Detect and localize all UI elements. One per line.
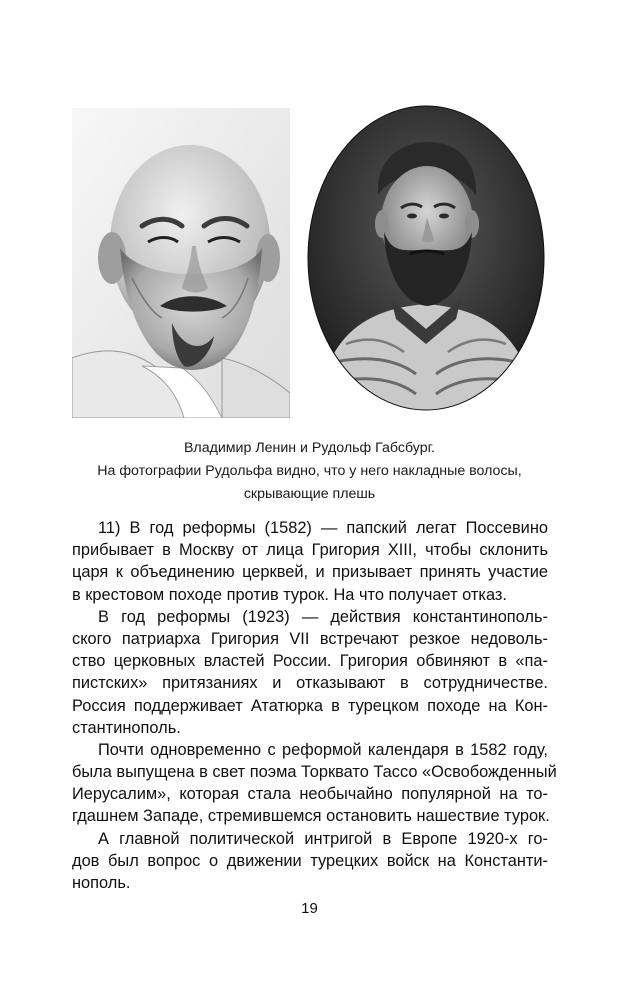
text-line: гдашнем Западе, стремившемся остановить нашествие турок. [72,807,550,826]
text-line: дов был вопрос о движении турецких войск на Константи- [72,851,548,870]
rudolf-portrait-drawing [306,104,546,412]
text-line: прибывает в Москву от лица Григория XIII, чтобы склонить [72,541,548,560]
figure-caption [40,437,579,506]
text-line: пистских» притязаниях и отказывают в сотрудничестве. [72,674,548,693]
text-line: ского патриарха Григория VII встречают резкое недоволь- [72,629,548,648]
text-line: ство церковных властей России. Григория обвиняют в «па- [72,652,548,671]
text-line: 11) В год реформы (1582) — папский легат Поссевино [98,519,548,537]
text-line: Иерусалим», которая стала необычайно популярной на то- [72,785,548,804]
text-line: А главной политической интригой в Европе 1920-х го- [98,829,548,848]
body-text [72,517,557,894]
text-line: В год реформы (1923) — действия константинополь- [98,607,548,626]
lenin-portrait-drawing [72,108,290,418]
lenin-portrait-photo [72,108,290,418]
text-line: Почти одновременно с реформой календаря в 1582 году, [98,740,548,759]
text-line: Россия поддерживает Ататюрка в турецком походе на Кон- [72,696,548,715]
text-line: стантинополь. [72,718,181,737]
text-line: была выпущена в свет поэма Торквато Тассо «Освобожденный [72,763,557,782]
caption-line: Владимир Ленин и Рудольф Габсбург. [183,440,436,456]
text-line: в крестовом походе против турок. На что получает отказ. [72,585,507,604]
caption-line: скрывающие плешь [243,486,376,502]
text-line: нополь. [72,874,131,892]
caption-line: На фотографии Рудольфа видно, что у него накладные волосы, [97,463,522,479]
text-line: царя к объединению церквей, и призывает принять участие [72,563,548,582]
page-number: 19 [301,900,318,917]
rudolf-portrait-photo [306,104,546,412]
